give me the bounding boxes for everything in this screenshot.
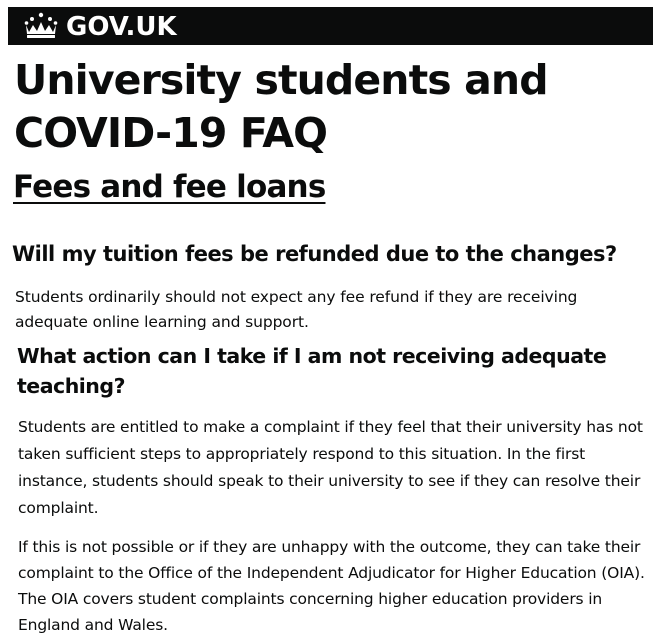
fees-and-fee-loans-link[interactable]: Fees and fee loans — [13, 169, 326, 205]
govuk-logo-text[interactable]: GOV.UK — [66, 12, 177, 42]
faq-answer-oia: If this is not possible or if they are unhappy with the outcome, they can take their complaint to the Office of the Independent Adjudicator for Higher Education (OIA). The OIA covers student complaints concerning higher education providers in England and Wales. — [18, 538, 645, 634]
faq-question-tuition-refund: Will my tuition fees be refunded due to the changes? — [12, 242, 617, 266]
govuk-header — [8, 7, 653, 45]
crown-icon[interactable] — [23, 12, 59, 40]
faq-answer-tuition-refund: Students ordinarily should not expect any fee refund if they are receiving adequate online learning and support. — [15, 288, 578, 331]
faq-answer-complaint: Students are entitled to make a complaint if they feel that their university has not taken sufficient steps to appropriately respond to this situation. In the first instance, students should speak to their university to see if they can resolve their complaint. — [18, 418, 643, 517]
faq-question-adequate-teaching: What action can I take if I am not receiving adequate teaching? — [17, 344, 607, 398]
page-title: University students and COVID-19 FAQ — [14, 56, 548, 157]
